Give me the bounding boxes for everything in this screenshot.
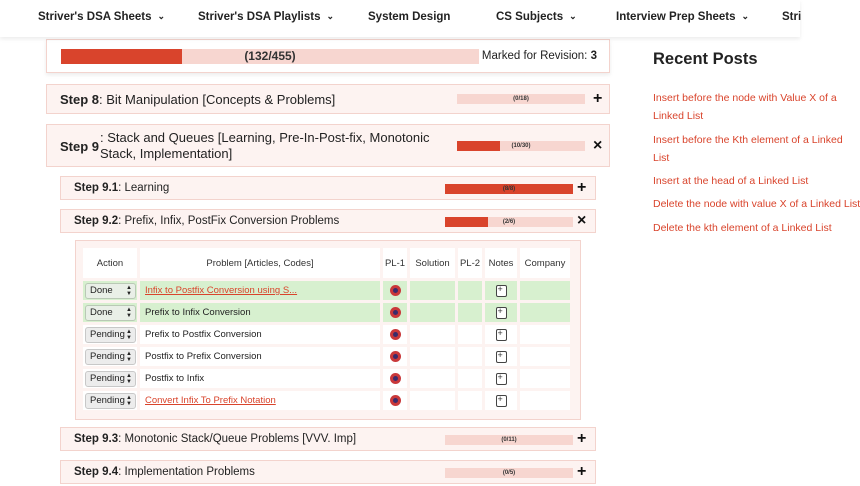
recent-posts-heading: Recent Posts bbox=[653, 50, 758, 68]
collapse-icon[interactable]: × bbox=[593, 137, 603, 154]
col-pl1: PL-1 bbox=[383, 248, 407, 278]
step-9-progress-text: (10/30) bbox=[511, 143, 531, 149]
company-cell bbox=[520, 325, 570, 344]
nav-label: CS Subjects bbox=[496, 11, 564, 23]
step-8-progress-text: (0/18) bbox=[513, 96, 529, 102]
step-number-wrap bbox=[60, 139, 99, 154]
nav-cs-subjects[interactable] bbox=[496, 11, 577, 23]
problem-name: Prefix to Postfix Conversion bbox=[140, 325, 380, 344]
pl2-cell bbox=[458, 303, 482, 322]
nav-dsa-sheets[interactable] bbox=[38, 11, 165, 23]
action-cell bbox=[83, 347, 137, 366]
table-row bbox=[83, 347, 570, 366]
add-note-icon[interactable] bbox=[496, 307, 507, 319]
leetcode-icon[interactable] bbox=[390, 329, 401, 340]
step-9-progress-bar bbox=[457, 141, 585, 151]
solution-cell bbox=[410, 325, 455, 344]
substep-number: Step 9.4 bbox=[74, 466, 119, 478]
step-9-row[interactable] bbox=[46, 124, 610, 167]
add-note-icon[interactable] bbox=[496, 351, 507, 363]
substep-number: Step 9.3 bbox=[74, 433, 119, 445]
status-select[interactable] bbox=[85, 393, 136, 409]
status-value: Pending bbox=[90, 328, 125, 340]
status-value: Done bbox=[90, 306, 113, 318]
step-8-row[interactable] bbox=[46, 84, 610, 114]
pl2-cell bbox=[458, 347, 482, 366]
company-cell bbox=[520, 391, 570, 410]
pl1-cell bbox=[383, 325, 407, 344]
substep-9-3-progress-bar bbox=[445, 435, 573, 445]
company-cell bbox=[520, 347, 570, 366]
substep-title bbox=[74, 182, 169, 194]
substep-title bbox=[74, 433, 356, 445]
step-title bbox=[60, 92, 335, 107]
pl1-cell bbox=[383, 281, 407, 300]
substep-name: : Implementation Problems bbox=[118, 466, 255, 478]
expand-icon[interactable]: + bbox=[577, 430, 587, 447]
select-arrows-icon: ▲ ▼ bbox=[126, 372, 132, 385]
substep-9-2-progress-bar bbox=[445, 217, 573, 227]
substep-9-1-row[interactable] bbox=[60, 176, 596, 200]
substep-9-4-progress-text: (0/5) bbox=[502, 470, 516, 476]
action-cell bbox=[83, 303, 137, 322]
substep-9-4-row[interactable] bbox=[60, 460, 596, 484]
table-row bbox=[83, 325, 570, 344]
overall-progress-card bbox=[46, 39, 610, 73]
status-select[interactable] bbox=[85, 349, 136, 365]
status-select[interactable] bbox=[85, 283, 136, 299]
substep-name: : Learning bbox=[118, 182, 170, 194]
nav-label: Striver's DSA Playlists bbox=[198, 11, 321, 23]
chevron-down-icon: ⌄ bbox=[741, 11, 750, 21]
status-value: Pending bbox=[90, 350, 125, 362]
substep-number: Step 9.1 bbox=[74, 182, 119, 194]
pl1-cell bbox=[383, 369, 407, 388]
select-arrows-icon: ▲ ▼ bbox=[126, 328, 132, 341]
leetcode-icon[interactable] bbox=[390, 395, 401, 406]
sidebar bbox=[653, 37, 860, 486]
collapse-icon[interactable]: × bbox=[577, 212, 587, 229]
pl1-cell bbox=[383, 303, 407, 322]
action-cell bbox=[83, 391, 137, 410]
pl1-cell bbox=[383, 391, 407, 410]
step-8-progress-bar bbox=[457, 94, 585, 104]
nav-interview-prep[interactable] bbox=[616, 11, 749, 23]
substep-title bbox=[74, 215, 339, 227]
leetcode-icon[interactable] bbox=[390, 285, 401, 296]
chevron-down-icon: ⌄ bbox=[326, 11, 335, 21]
step-name: : Bit Manipulation [Concepts & Problems] bbox=[99, 92, 336, 107]
notes-cell bbox=[485, 303, 517, 322]
table-row bbox=[83, 369, 570, 388]
recent-post-link[interactable]: Insert at the head of a Linked List bbox=[653, 175, 809, 187]
substep-9-1-progress-bar bbox=[445, 184, 573, 194]
status-value: Pending bbox=[90, 372, 125, 384]
chevron-down-icon: ⌄ bbox=[569, 11, 577, 21]
status-select[interactable] bbox=[85, 327, 136, 343]
nav-label: Stri bbox=[782, 11, 802, 23]
recent-post-link[interactable]: Insert before the node with Value X of a Linked List bbox=[653, 92, 837, 122]
col-pl2: PL-2 bbox=[458, 248, 482, 278]
select-arrows-icon: ▲ ▼ bbox=[126, 306, 132, 319]
overall-progress-text: (132/455) bbox=[244, 49, 296, 63]
add-note-icon[interactable] bbox=[496, 395, 507, 407]
substep-9-1-progress-text: (8/8) bbox=[502, 186, 516, 192]
notes-cell bbox=[485, 347, 517, 366]
table-header-row bbox=[83, 248, 570, 278]
select-arrows-icon: ▲ ▼ bbox=[126, 284, 132, 297]
substep-name: : Prefix, Infix, PostFix Conversion Problems bbox=[118, 215, 340, 227]
recent-post-link[interactable]: Delete the node with value X of a Linked List bbox=[653, 198, 860, 210]
action-cell bbox=[83, 325, 137, 344]
problem-name: Postfix to Prefix Conversion bbox=[140, 347, 380, 366]
substep-9-2-progress-text: (2/6) bbox=[502, 219, 516, 225]
col-notes: Notes bbox=[485, 248, 517, 278]
leetcode-icon[interactable] bbox=[390, 373, 401, 384]
select-arrows-icon: ▲ ▼ bbox=[126, 350, 132, 363]
company-cell bbox=[520, 369, 570, 388]
company-cell bbox=[520, 303, 570, 322]
notes-cell bbox=[485, 369, 517, 388]
col-solution: Solution bbox=[410, 248, 455, 278]
col-action: Action bbox=[83, 248, 137, 278]
substep-title bbox=[74, 466, 255, 478]
solution-cell bbox=[410, 281, 455, 300]
pl2-cell bbox=[458, 281, 482, 300]
top-nav bbox=[0, 0, 800, 37]
add-note-icon[interactable] bbox=[496, 373, 507, 385]
status-select[interactable] bbox=[85, 371, 136, 387]
step-number: Step 9 bbox=[60, 139, 100, 154]
revision-count: 3 bbox=[590, 50, 597, 62]
status-value: Pending bbox=[90, 394, 125, 406]
pl2-cell bbox=[458, 369, 482, 388]
chevron-down-icon: ⌄ bbox=[157, 11, 166, 21]
status-value: Done bbox=[90, 284, 113, 296]
solution-cell bbox=[410, 303, 455, 322]
add-note-icon[interactable] bbox=[496, 285, 507, 297]
substep-number: Step 9.2 bbox=[74, 215, 119, 227]
substep-9-4-progress-bar bbox=[445, 468, 573, 478]
solution-cell bbox=[410, 391, 455, 410]
table-row bbox=[83, 303, 570, 322]
company-cell bbox=[520, 281, 570, 300]
col-problem: Problem [Articles, Codes] bbox=[140, 248, 380, 278]
nav-label: System Design bbox=[368, 11, 451, 23]
substep-9-2-row[interactable] bbox=[60, 209, 596, 233]
problems-table bbox=[80, 245, 573, 413]
nav-label: Interview Prep Sheets bbox=[616, 11, 736, 23]
status-select[interactable] bbox=[85, 305, 136, 321]
notes-cell bbox=[485, 391, 517, 410]
revision-counter bbox=[482, 50, 597, 62]
problems-table-panel bbox=[75, 240, 581, 420]
revision-label: Marked for Revision: bbox=[481, 50, 588, 62]
problem-name: Postfix to Infix bbox=[140, 369, 380, 388]
nav-label: Striver's DSA Sheets bbox=[38, 11, 152, 23]
nav-dsa-playlists[interactable] bbox=[198, 11, 334, 23]
solution-cell bbox=[410, 347, 455, 366]
recent-post-link[interactable]: Delete the kth element of a Linked List bbox=[653, 222, 832, 234]
problem-name: Prefix to Infix Conversion bbox=[140, 303, 380, 322]
pl2-cell bbox=[458, 325, 482, 344]
problem-link[interactable]: Convert Infix To Prefix Notation bbox=[140, 391, 380, 410]
col-company: Company bbox=[520, 248, 570, 278]
problem-link[interactable]: Infix to Postfix Conversion using S... bbox=[140, 281, 380, 300]
expand-icon[interactable]: + bbox=[577, 179, 587, 196]
substep-9-3-progress-text: (0/11) bbox=[501, 437, 517, 443]
add-note-icon[interactable] bbox=[496, 329, 507, 341]
notes-cell bbox=[485, 281, 517, 300]
notes-cell bbox=[485, 325, 517, 344]
expand-icon[interactable]: + bbox=[593, 90, 603, 107]
pl1-cell bbox=[383, 347, 407, 366]
step-number: Step 8 bbox=[60, 92, 100, 107]
leetcode-icon[interactable] bbox=[390, 351, 401, 362]
substep-9-3-row[interactable] bbox=[60, 427, 596, 451]
recent-post-link[interactable]: Insert before the Kth element of a Linked List bbox=[653, 134, 843, 164]
select-arrows-icon: ▲ ▼ bbox=[126, 394, 132, 407]
leetcode-icon[interactable] bbox=[390, 307, 401, 318]
step-name: : Stack and Queues [Learning, Pre-In-Post-fix, Monotonic Stack, Implementation] bbox=[100, 130, 430, 161]
substep-name: : Monotonic Stack/Queue Problems [VVV. Imp] bbox=[118, 433, 357, 445]
solution-cell bbox=[410, 369, 455, 388]
action-cell bbox=[83, 281, 137, 300]
table-row bbox=[83, 281, 570, 300]
overall-progress-bar bbox=[61, 49, 479, 64]
nav-more[interactable] bbox=[782, 11, 801, 23]
nav-system-design[interactable] bbox=[368, 11, 450, 23]
action-cell bbox=[83, 369, 137, 388]
table-row bbox=[83, 391, 570, 410]
pl2-cell bbox=[458, 391, 482, 410]
expand-icon[interactable]: + bbox=[577, 463, 587, 480]
